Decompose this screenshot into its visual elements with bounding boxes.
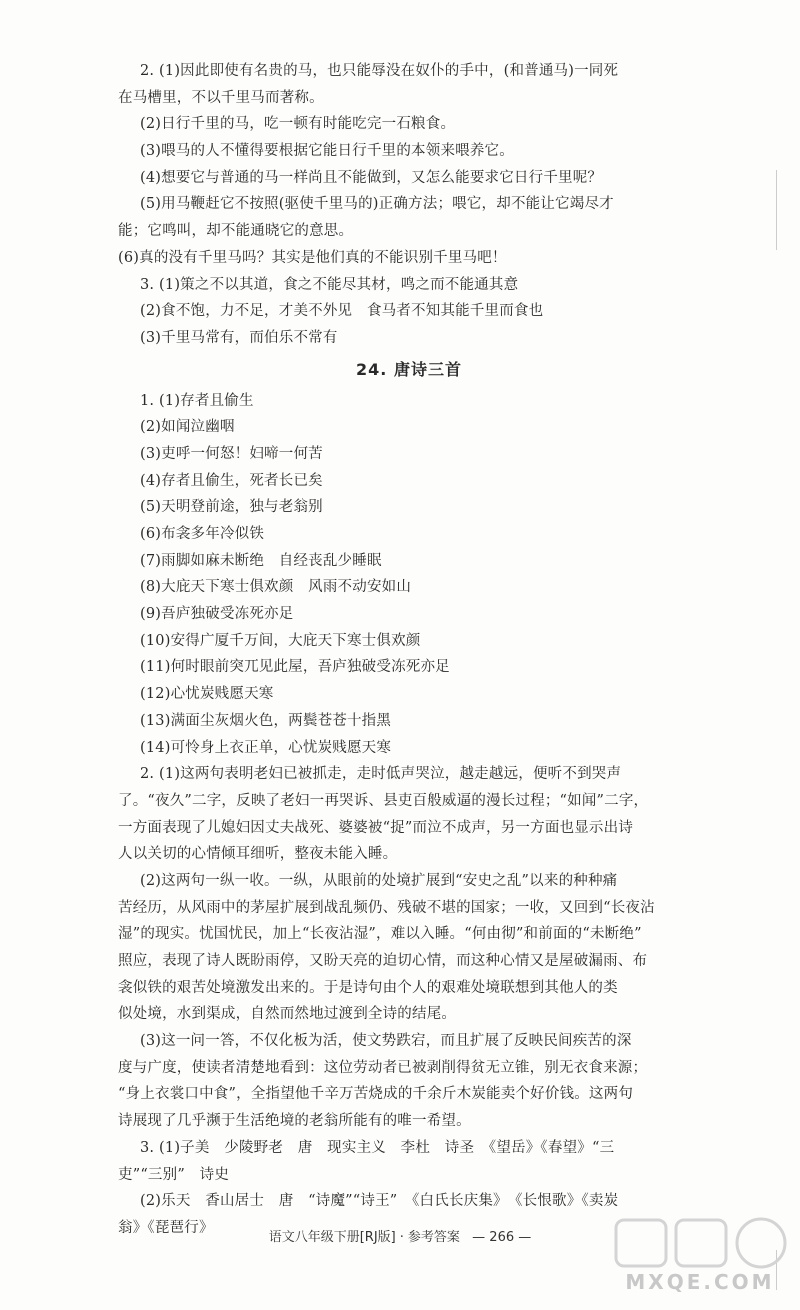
footer-separator: · [399,1230,404,1245]
answer-line: (2)日行千里的马，吃一顿有时能吃完一石粮食。 [140,116,456,133]
answer-block-previous [118,58,700,352]
answer-line: (11)何时眼前突兀见此屋，吾庐独破受冻死亦足 [140,659,450,676]
answer-line: (3)吏呼一何怒！妇啼一何苦 [140,445,323,462]
answer-line: (2)这两句一纵一收。一纵，从眼前的处境扩展到“安史之乱”以来的种种痛 [140,872,618,889]
footer-answers-label: 参考答案 [407,1230,460,1245]
answer-line: 吏”“三别” 诗史 [118,1166,230,1183]
answer-content [118,58,700,1242]
answer-line: (3)这一问一答，不仅化板为活，使文势跌宕，而且扩展了反映民间疾苦的深 [140,1033,632,1050]
answer-line: (2)食不饱，力不足，才美不外见 食马者不知其能千里而食也 [140,303,544,320]
section-title: 24. 唐诗三首 [356,359,462,379]
answer-line: 一方面表现了儿媳妇因丈夫战死、婆婆被“捉”而泣不成声，另一方面也显示出诗 [118,819,634,836]
answer-line: 2. (1)这两句表明老妇已被抓走，走时低声哭泣，越走越远，便听不到哭声 [140,766,622,783]
answer-line: (13)满面尘灰烟火色，两鬓苍苍十指黑 [140,712,392,729]
answer-line: 在马槽里，不以千里马而著称。 [118,89,324,106]
answer-line: 3. (1)子美 少陵野老 唐 现实主义 李杜 诗圣 《望岳》《春望》“三 [140,1139,615,1156]
answer-line: (2)乐天 香山居士 唐 “诗魔”“诗王” 《白氏长庆集》 《长恨歌》《卖炭 [140,1193,619,1210]
answer-line: (14)可怜身上衣正单，心忧炭贱愿天寒 [140,739,392,756]
answer-line: 湿”的现实。忧国忧民，加上“长夜沾湿”，难以入睡。“何由彻”和前面的“未断绝” [118,926,642,943]
answer-line: (3)千里马常有，而伯乐不常有 [140,329,338,346]
watermark-site-text: MXQE.COM [625,1270,775,1294]
answer-line: 衾似铁的艰苦处境激发出来的。于是诗句由个人的艰难处境联想到其他人的类 [118,979,618,996]
answer-line: 苦经历，从风雨中的茅屋扩展到战乱频仍、残破不堪的国家；一收，又回到“长夜沾 [118,899,655,916]
page-number: — 266 — [472,1230,532,1245]
answer-line: 能；它鸣叫，却不能通晓它的意思。 [118,223,354,240]
answer-line: (7)雨脚如麻未断绝 自经丧乱少睡眠 [140,552,382,569]
answer-line: 人以关切的心情倾耳细听，整夜未能入睡。 [118,846,398,863]
answer-line: (12)心忧炭贱愿天寒 [140,686,274,703]
answer-block-tang-poems [118,388,700,1242]
answer-line: (5)天明登前途，独与老翁别 [140,499,323,516]
answer-line: (4)存者且偷生，死者长已矣 [140,472,323,489]
answer-line: 翁》《琵琶行》 [118,1219,214,1236]
answer-line: (6)布衾多年冷似铁 [140,526,265,542]
answer-line: (8)大庇天下寒士俱欢颜 风雨不动安如山 [140,579,412,596]
answer-line: (3)喂马的人不懂得要根据它能日行千里的本领来喂养它。 [140,143,514,160]
answer-line: 诗展现了几乎濒于生活绝境的老翁所能有的唯一希望。 [118,1113,471,1130]
answer-line: 1. (1)存者且偷生 [140,392,254,409]
answer-line: 度与广度，使读者清楚地看到：这位劳动者已被剥削得贫无立锥，别无衣食来源； [118,1059,648,1076]
margin-mark [776,170,777,250]
answer-line: (9)吾庐独破受冻死亦足 [140,606,294,623]
answer-line: “身上衣裳口中食”，全指望他千辛万苦烧成的千余斤木炭能卖个好价钱。这两句 [118,1086,634,1103]
answer-line: 似处境，水到渠成，自然而然地过渡到全诗的结尾。 [118,1006,457,1023]
answer-line: 了。“夜久”二字，反映了老妇一再哭诉、县吏百般威逼的漫长过程；“如闻”二字， [118,792,649,809]
answer-line: 照应，表现了诗人既盼雨停，又盼天亮的迫切心情，而这种心情又是屋破漏雨、布 [118,953,648,969]
footer-book-title: 语文八年级下册[RJ版] [268,1230,396,1245]
answer-line: (6)真的没有千里马吗？其实是他们真的不能识别千里马吧！ [118,249,507,266]
answer-line: 2. (1)因此即使有名贵的马，也只能辱没在奴仆的手中，(和普通马)一同死 [140,63,619,79]
answer-line: (10)安得广厦千万间，大庇天下寒士俱欢颜 [140,632,421,649]
answer-line: (5)用马鞭赶它不按照(驱使千里马的)正确方法；喂它，却不能让它竭尽才 [140,196,614,213]
answer-line: (2)如闻泣幽咽 [140,419,235,436]
answer-line: (4)想要它与普通的马一样尚且不能做到，又怎么能要求它日行千里呢？ [140,169,603,186]
answer-line: 3. (1)策之不以其道，食之不能尽其材，鸣之而不能通其意 [140,276,519,293]
